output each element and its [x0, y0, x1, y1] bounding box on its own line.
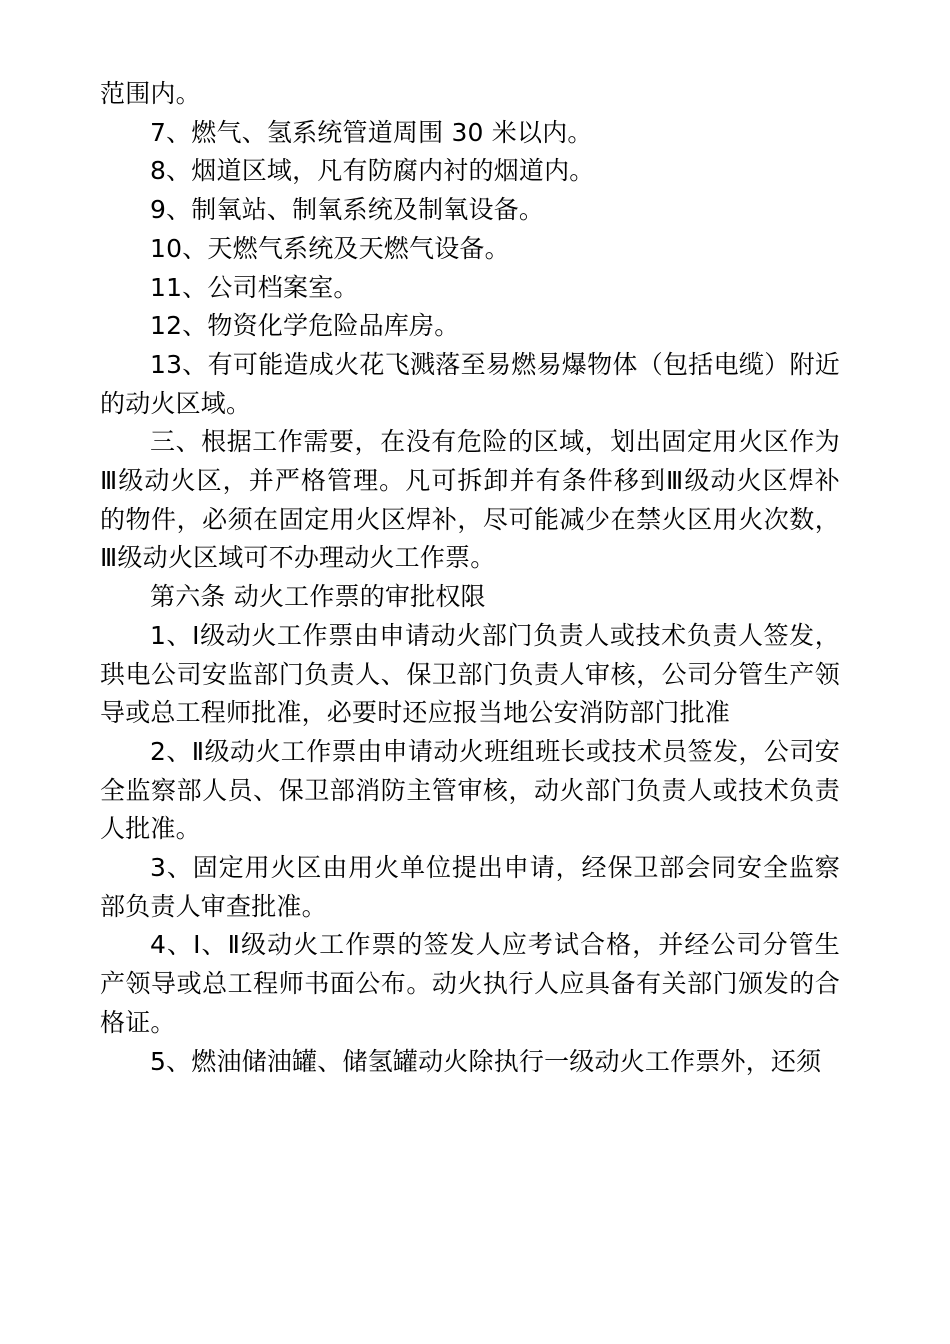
document-body	[100, 75, 840, 1081]
list-item-11: 11、公司档案室。	[150, 272, 359, 302]
approval-item-3: 3、固定用火区由用火单位提出申请，经保卫部会同安全监察部负责人审查批准。	[100, 853, 840, 921]
approval-item-4: 4、Ⅰ、Ⅱ级动火工作票的签发人应考试合格，并经公司分管生产领导或总工程师书面公布。动火执行人应具备有关部门颁发的合格证。	[100, 930, 840, 1037]
list-item-13: 13、有可能造成火花飞溅落至易燃易爆物体（包括电缆）附近的动火区域。	[100, 349, 840, 418]
approval-item-5: 5、燃油储油罐、储氢罐动火除执行一级动火工作票外，还须	[150, 1046, 822, 1076]
list-item-9: 9、制氧站、制氧系统及制氧设备。	[150, 195, 545, 225]
paragraph-continuation: 范围内。	[100, 79, 201, 108]
list-item-12: 12、物资化学危险品库房。	[150, 311, 460, 341]
article-six-heading: 第六条 动火工作票的审批权限	[150, 582, 486, 612]
list-item-7: 7、燃气、氢系统管道周围 30 米以内。	[150, 117, 593, 147]
approval-item-1: 1、Ⅰ级动火工作票由申请动火部门负责人或技术负责人签发，珙电公司安监部门负责人、保卫部门负责人审核，公司分管生产领导或总工程师批准，必要时还应报当地公安消防部门批准	[100, 620, 840, 728]
section-three-paragraph: 三、根据工作需要，在没有危险的区域，划出固定用火区作为Ⅲ级动火区，并严格管理。凡可拆卸并有条件移到Ⅲ级动火区焊补的物件，必须在固定用火区焊补，尽可能减少在禁火区用火次数，Ⅲ级动火区域可不办理动火工作票。	[100, 427, 840, 573]
list-item-8: 8、烟道区域，凡有防腐内衬的烟道内。	[150, 156, 595, 186]
list-item-10: 10、天燃气系统及天燃气设备。	[150, 233, 510, 263]
approval-item-2: 2、Ⅱ级动火工作票由申请动火班组班长或技术员签发，公司安全监察部人员、保卫部消防主管审核，动火部门负责人或技术负责人批准。	[100, 736, 840, 844]
